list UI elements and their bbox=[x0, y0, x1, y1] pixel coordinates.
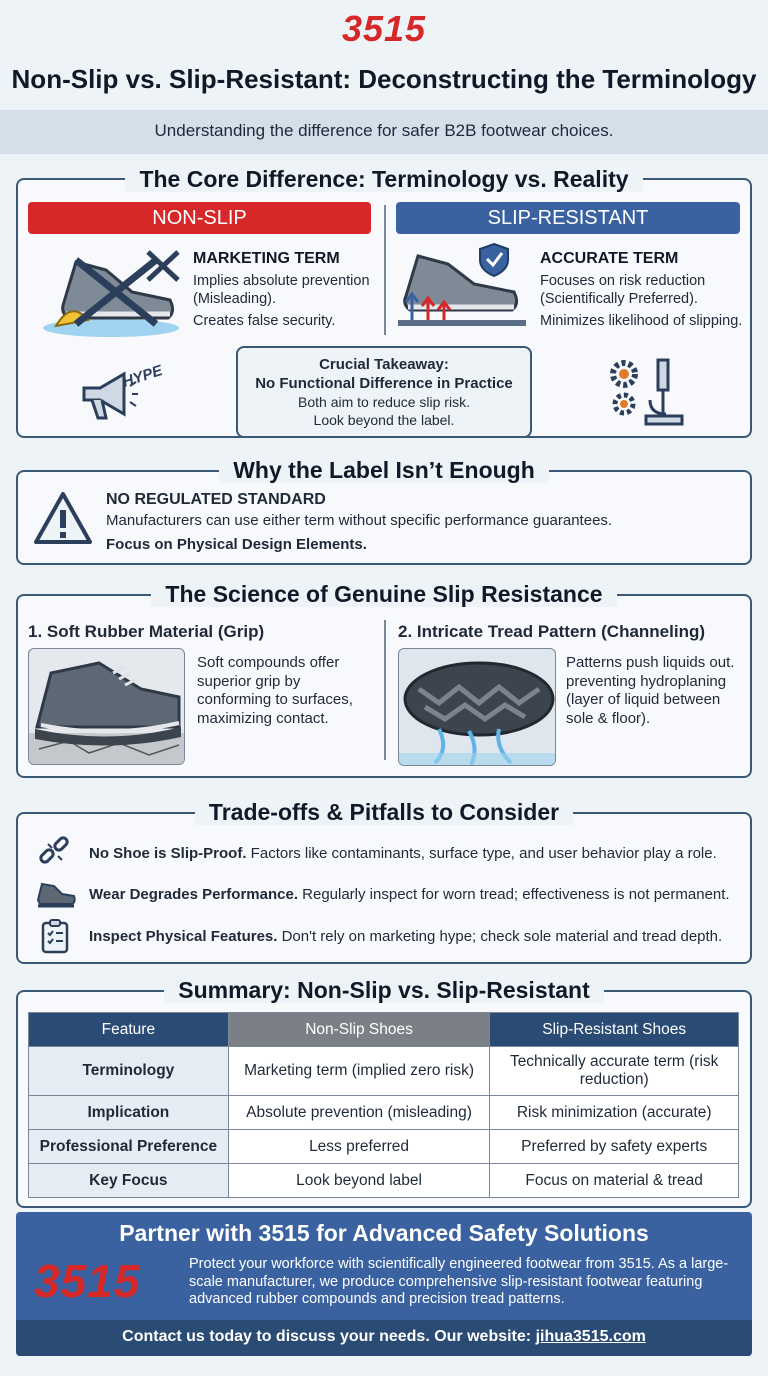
takeaway-line-1: Both aim to reduce slip risk. bbox=[298, 394, 470, 410]
table-row bbox=[29, 1130, 739, 1164]
core-difference-title: The Core Difference: Terminology vs. Reality bbox=[0, 166, 768, 193]
worn-shoe-icon bbox=[34, 878, 78, 910]
header-slipresistant: Slip-Resistant Shoes bbox=[490, 1013, 739, 1047]
gears-microscope-icon bbox=[606, 354, 686, 428]
footer-text: Protect your workforce with scientifically engineered footwear from 3515. As a large-scale manufacturer, we produce comprehensive slip-resistant footwear featuring advanced rubber compounds and precision tread patterns. bbox=[189, 1256, 729, 1307]
hype-label: HYPE bbox=[120, 362, 165, 391]
slipresistant-cell: Risk minimization (accurate) bbox=[490, 1096, 739, 1130]
table-row bbox=[29, 1047, 739, 1096]
nonslip-banner: NON-SLIP bbox=[28, 202, 371, 234]
science-divider bbox=[384, 620, 386, 760]
footer-title: Partner with 3515 for Advanced Safety Solutions bbox=[119, 1220, 649, 1246]
takeaway-subtitle: No Functional Difference in Practice bbox=[255, 375, 513, 392]
nonslip-cell: Absolute prevention (misleading) bbox=[228, 1096, 490, 1130]
nonslip-cell: Marketing term (implied zero risk) bbox=[228, 1047, 490, 1096]
slipresistant-term: ACCURATE TERM bbox=[540, 250, 679, 267]
nonslip-shoe-icon bbox=[36, 240, 186, 340]
takeaway-title: Crucial Takeaway: bbox=[319, 356, 449, 373]
footer-logo: 3515 bbox=[34, 1255, 141, 1307]
science-right-text: Patterns push liquids out. preventing hydroplaning (layer of liquid between sole & floor). bbox=[566, 654, 735, 727]
science-right-title: 2. Intricate Tread Pattern (Channeling) bbox=[398, 622, 706, 641]
slipresistant-cell: Preferred by safety experts bbox=[490, 1130, 739, 1164]
label-focus: Focus on Physical Design Elements. bbox=[106, 536, 367, 553]
tradeoff-item-2: Wear Degrades Performance. Regularly inspect for worn tread; effectiveness is not permanent. bbox=[89, 886, 730, 903]
checklist-icon bbox=[40, 918, 70, 954]
page-title: Non-Slip vs. Slip-Resistant: Deconstructing the Terminology bbox=[11, 64, 757, 94]
slipresistant-shoe-icon bbox=[396, 240, 536, 330]
rubber-shoe-image bbox=[28, 648, 185, 765]
row-label: Key Focus bbox=[29, 1164, 229, 1198]
slipresistant-cell: Technically accurate term (risk reduction) bbox=[490, 1047, 739, 1096]
nonslip-cell: Less preferred bbox=[228, 1130, 490, 1164]
slipresistant-desc: Focuses on risk reduction (Scientifically Preferred). bbox=[540, 273, 706, 307]
website-link[interactable]: jihua3515.com bbox=[535, 1328, 646, 1345]
nonslip-desc: Implies absolute prevention (Misleading). bbox=[193, 273, 370, 307]
nonslip-cell: Look beyond label bbox=[228, 1164, 490, 1198]
footer-contact: Contact us today to discuss your needs. Our website: jihua3515.com bbox=[122, 1328, 646, 1345]
slipresistant-note: Minimizes likelihood of slipping. bbox=[540, 313, 743, 329]
label-title: Why the Label Isn’t Enough bbox=[0, 457, 768, 484]
nonslip-term: MARKETING TERM bbox=[193, 250, 340, 267]
label-text: Manufacturers can use either term without specific performance guarantees. bbox=[106, 512, 613, 529]
row-label: Professional Preference bbox=[29, 1130, 229, 1164]
row-label: Terminology bbox=[29, 1047, 229, 1096]
label-heading: NO REGULATED STANDARD bbox=[106, 491, 326, 508]
slipresistant-banner: SLIP-RESISTANT bbox=[396, 202, 740, 234]
science-left-text: Soft compounds offer superior grip by conforming to surfaces, maximizing contact. bbox=[197, 654, 353, 727]
slipresistant-cell: Focus on material & tread bbox=[490, 1164, 739, 1198]
header-nonslip: Non-Slip Shoes bbox=[228, 1013, 490, 1047]
science-title: The Science of Genuine Slip Resistance bbox=[0, 581, 768, 608]
tread-sole-icon bbox=[399, 649, 556, 766]
summary-table bbox=[28, 1012, 739, 1198]
tread-image bbox=[398, 648, 556, 766]
warning-icon bbox=[32, 490, 94, 546]
tradeoff-item-1: No Shoe is Slip-Proof. Factors like contaminants, surface type, and user behavior play a role. bbox=[89, 845, 717, 862]
header-feature: Feature bbox=[29, 1013, 229, 1047]
table-row bbox=[29, 1096, 739, 1130]
tradeoffs-title: Trade-offs & Pitfalls to Consider bbox=[0, 799, 768, 826]
rubber-shoe-icon bbox=[29, 649, 185, 765]
header-logo: 3515 bbox=[341, 8, 427, 49]
summary-title: Summary: Non-Slip vs. Slip-Resistant bbox=[0, 977, 768, 1004]
nonslip-note: Creates false security. bbox=[193, 313, 336, 329]
tradeoff-item-3: Inspect Physical Features. Don't rely on marketing hype; check sole material and tread depth. bbox=[89, 928, 723, 945]
page-subtitle: Understanding the difference for safer B2B footwear choices. bbox=[154, 121, 614, 140]
table-row bbox=[29, 1164, 739, 1198]
science-left-title: 1. Soft Rubber Material (Grip) bbox=[28, 622, 265, 641]
broken-chain-icon bbox=[36, 834, 72, 870]
core-divider bbox=[384, 205, 386, 335]
row-label: Implication bbox=[29, 1096, 229, 1130]
summary-header-row bbox=[29, 1013, 739, 1047]
takeaway-line-2: Look beyond the label. bbox=[313, 412, 455, 428]
